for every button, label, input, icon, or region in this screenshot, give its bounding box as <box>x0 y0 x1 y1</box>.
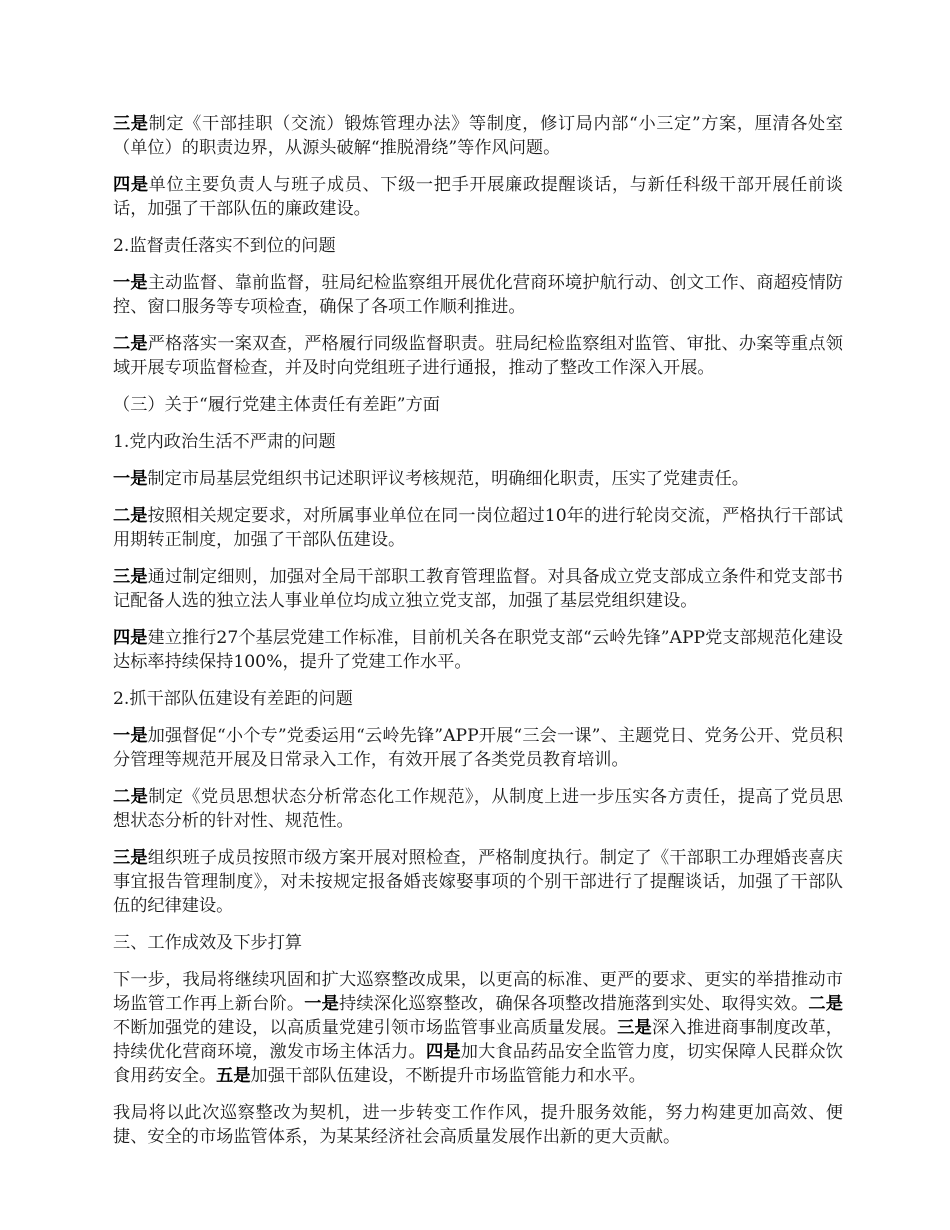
paragraph-text: 加强干部队伍建设，不断提升市场监管能力和水平。 <box>250 1066 646 1086</box>
paragraph-text: 1.党内政治生活不严肃的问题 <box>113 432 336 452</box>
paragraph-text: 严格落实一案双查，严格履行同级监督职责。驻局纪检监察组对监管、审批、办案等重点领域开展专项监督检查，并及时向党组班子进行通报，推动了整改工作深入开展。 <box>113 334 843 378</box>
paragraph-text: 制定市局基层党组织书记述职评议考核规范，明确细化职责，压实了党建责任。 <box>147 469 749 489</box>
paragraph-text: 持续深化巡察整改，确保各项整改措施落到实处、取得实效。 <box>339 994 809 1014</box>
paragraph <box>113 393 843 417</box>
paragraph-text: 三、工作成效及下步打算 <box>113 933 303 953</box>
paragraph <box>113 271 843 319</box>
paragraph <box>113 968 843 1088</box>
paragraph-text: 制定《党员思想状态分析常态化工作规范》，从制度上进一步压实各方责任，提高了党员思想状态分析的针对性、规范性。 <box>113 787 843 831</box>
bold-lead-text: 二是 <box>113 334 148 354</box>
paragraph-text: 按照相关规定要求，对所属事业单位在同一岗位超过10年的进行轮岗交流，严格执行干部试用期转正制度，加强了干部队伍建设。 <box>113 506 843 550</box>
bold-lead-text: 一是 <box>113 469 148 489</box>
paragraph <box>113 724 843 772</box>
paragraph-text: 2.抓干部队伍建设有差距的问题 <box>113 689 353 709</box>
paragraph-text: （三）关于“履行党建主体责任有差距”方面 <box>113 395 440 415</box>
paragraph-text: 加强督促“小个专”党委运用“云岭先锋”APP开展“三会一课”、主题党日、党务公开、党员积分管理等规范开展及日常录入工作，有效开展了各类党员教育培训。 <box>113 726 843 770</box>
paragraph <box>113 785 843 833</box>
paragraph-text: 不断加强党的建设，以高质量党建引领市场监管事业高质量发展。 <box>113 1018 618 1038</box>
paragraph <box>113 846 843 918</box>
paragraph-text: 建立推行27个基层党建工作标准，目前机关各在职党支部“云岭先锋”APP党支部规范化建设达标率持续保持100%，提升了党建工作水平。 <box>113 628 843 672</box>
bold-lead-text: 三是 <box>113 567 148 587</box>
bold-lead-text: 四是 <box>425 1042 461 1062</box>
bold-lead-text: 五是 <box>216 1066 251 1086</box>
paragraph-text: 2.监督责任落实不到位的问题 <box>113 236 336 256</box>
bold-lead-text: 三是 <box>113 848 148 868</box>
paragraph-text: 主动监督、靠前监督，驻局纪检监察组开展优化营商环境护航行动、创文工作、商超疫情防控、窗口服务等专项检查，确保了各项工作顺利推进。 <box>113 273 843 317</box>
paragraph-text: 单位主要负责人与班子成员、下级一把手开展廉政提醒谈话，与新任科级干部开展任前谈话，加强了干部队伍的廉政建设。 <box>113 175 843 219</box>
paragraph-text: 通过制定细则，加强对全局干部职工教育管理监督。对具备成立党支部成立条件和党支部书记配备人选的独立法人事业单位均成立独立党支部，加强了基层党组织建设。 <box>113 567 843 611</box>
paragraph <box>113 332 843 380</box>
bold-lead-text: 二是 <box>808 994 843 1014</box>
bold-lead-text: 三是 <box>617 1018 652 1038</box>
bold-lead-text: 一是 <box>113 726 148 746</box>
paragraph-text: 我局将以此次巡察整改为契机，进一步转变工作作风，提升服务效能，努力构建更加高效、便捷、安全的市场监管体系，为某某经济社会高质量发展作出新的更大贡献。 <box>113 1103 843 1147</box>
bold-lead-text: 三是 <box>113 114 149 134</box>
bold-lead-text: 一是 <box>113 273 148 293</box>
bold-lead-text: 二是 <box>113 787 149 807</box>
paragraph-text: 下一步，我局将继续巩固和扩大巡察整改成果，以更高的标准、更严的要求、更实的举措推动市场监管工作再上新台阶。 <box>113 970 843 1014</box>
paragraph <box>113 234 843 258</box>
paragraph-text: 加大食品药品安全监管力度，切实保障人民群众饮食用药安全。 <box>113 1042 843 1086</box>
bold-lead-text: 四是 <box>113 175 149 195</box>
paragraph <box>113 1101 843 1149</box>
paragraph <box>113 467 843 491</box>
paragraph <box>113 687 843 711</box>
bold-lead-text: 四是 <box>113 628 148 648</box>
paragraph <box>113 112 843 160</box>
bold-lead-text: 二是 <box>113 506 148 526</box>
document-body <box>113 112 843 1162</box>
paragraph-text: 组织班子成员按照市级方案开展对照检查，严格制度执行。制定了《干部职工办理婚丧喜庆事宜报告管理制度》，对未按规定报备婚丧嫁娶事项的个别干部进行了提醒谈话，加强了干部队伍的纪律建设。 <box>113 848 843 916</box>
paragraph-text: 制定《干部挂职（交流）锻炼管理办法》等制度，修订局内部“小三定”方案，厘清各处室（单位）的职责边界，从源头破解“推脱滑绕”等作风问题。 <box>113 114 843 158</box>
paragraph <box>113 565 843 613</box>
paragraph <box>113 173 843 221</box>
bold-lead-text: 一是 <box>304 994 340 1014</box>
paragraph <box>113 504 843 552</box>
paragraph <box>113 430 843 454</box>
paragraph-text: 深入推进商事制度改革，持续优化营商环境，激发市场主体活力。 <box>113 1018 843 1062</box>
paragraph <box>113 931 843 955</box>
paragraph <box>113 626 843 674</box>
